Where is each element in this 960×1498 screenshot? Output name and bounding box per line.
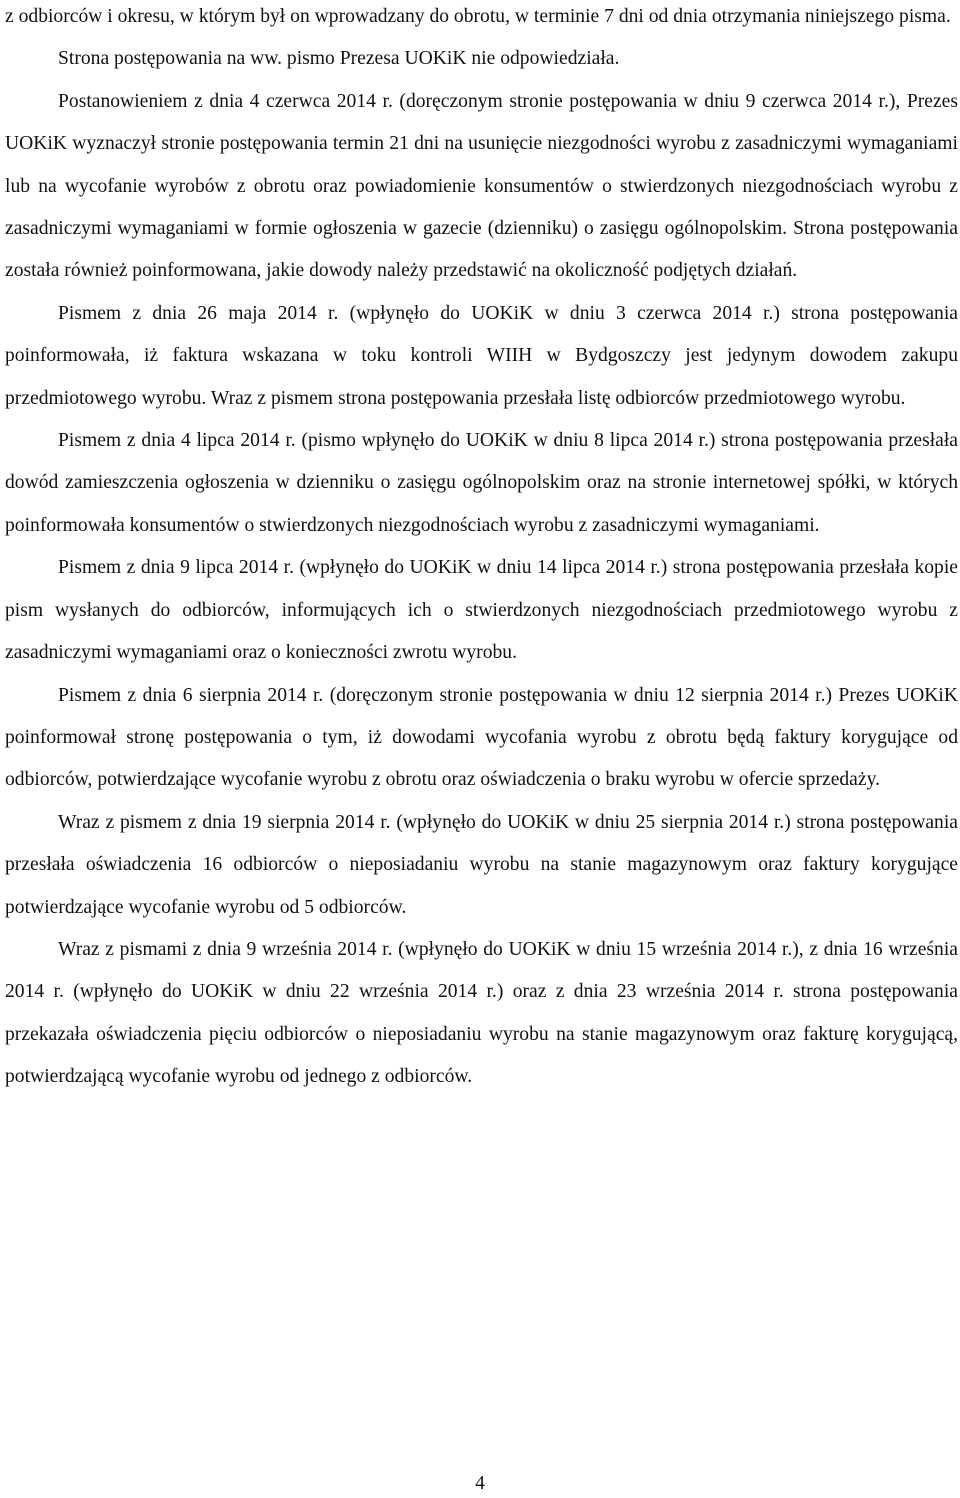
paragraph: z odbiorców i okresu, w którym był on wprowadzany do obrotu, w terminie 7 dni od dnia otrzymania niniejszego pisma. — [5, 6, 951, 27]
paragraph: Postanowieniem z dnia 4 czerwca 2014 r. (doręczonym stronie postępowania w dniu 9 czerwca 2014 r.), Prezes UOKiK wyznaczył stronie postępowania termin 21 dni na usunięcie niezgodności wyrobu z zasadniczymi wymaganiami lub na wycofanie wyrobów z obrotu oraz powiadomienie konsumentów o stwierdzonych niezgodnościach wyrobu z zasadniczymi wymaganiami w formie ogłoszenia w gazecie (dzienniku) o zasięgu ogólnopolskim. Strona postępowania została również poinformowana, jakie dowody należy przedstawić na okoliczność podjętych działań. — [5, 90, 958, 282]
paragraph: Wraz z pismem z dnia 19 sierpnia 2014 r. (wpłynęło do UOKiK w dniu 25 sierpnia 2014 r.) strona postępowania przesłała oświadczenia 16 odbiorców o nieposiadaniu wyrobu na stanie magazynowym oraz faktury korygujące potwierdzające wycofanie wyrobu od 5 odbiorców. — [5, 811, 958, 918]
paragraph: Pismem z dnia 6 sierpnia 2014 r. (doręczonym stronie postępowania w dniu 12 sierpnia 2014 r.) Prezes UOKiK poinformował stronę postępowania o tym, iż dowodami wycofania wyrobu z obrotu będą faktury korygujące od odbiorców, potwierdzające wycofanie wyrobu z obrotu oraz oświadczenia o braku wyrobu w ofercie sprzedaży. — [5, 684, 958, 791]
paragraph: Wraz z pismami z dnia 9 września 2014 r. (wpłynęło do UOKiK w dniu 15 września 2014 r.), z dnia 16 września 2014 r. (wpłynęło do UOKiK w dniu 22 września 2014 r.) oraz z dnia 23 września 2014 r. strona postępowania przekazała oświadczenia pięciu odbiorców o nieposiadaniu wyrobu na stanie magazynowym oraz fakturę korygującą, potwierdzającą wycofanie wyrobu od jednego z odbiorców. — [5, 938, 958, 1088]
paragraph: Pismem z dnia 9 lipca 2014 r. (wpłynęło do UOKiK w dniu 14 lipca 2014 r.) strona postępowania przesłała kopie pism wysłanych do odbiorców, informujących ich o stwierdzonych niezgodnościach przedmiotowego wyrobu z zasadniczymi wymaganiami oraz o konieczności zwrotu wyrobu. — [5, 557, 958, 664]
document-page — [5, 0, 958, 1099]
page-number: 4 — [475, 1473, 485, 1494]
paragraph: Strona postępowania na ww. pismo Prezesa UOKiK nie odpowiedziała. — [58, 48, 620, 70]
paragraph: Pismem z dnia 4 lipca 2014 r. (pismo wpłynęło do UOKiK w dniu 8 lipca 2014 r.) strona postępowania przesłała dowód zamieszczenia ogłoszenia w dzienniku o zasięgu ogólnopolskim oraz na stronie internetowej spółki, w których poinformowała konsumentów o stwierdzonych niezgodnościach wyrobu z zasadniczymi wymaganiami. — [5, 430, 958, 536]
paragraph: Pismem z dnia 26 maja 2014 r. (wpłynęło do UOKiK w dniu 3 czerwca 2014 r.) strona postępowania poinformowała, iż faktura wskazana w toku kontroli WIIH w Bydgoszczy jest jedynym dowodem zakupu przedmiotowego wyrobu. Wraz z pismem strona postępowania przesłała listę odbiorców przedmiotowego wyrobu. — [5, 302, 958, 409]
